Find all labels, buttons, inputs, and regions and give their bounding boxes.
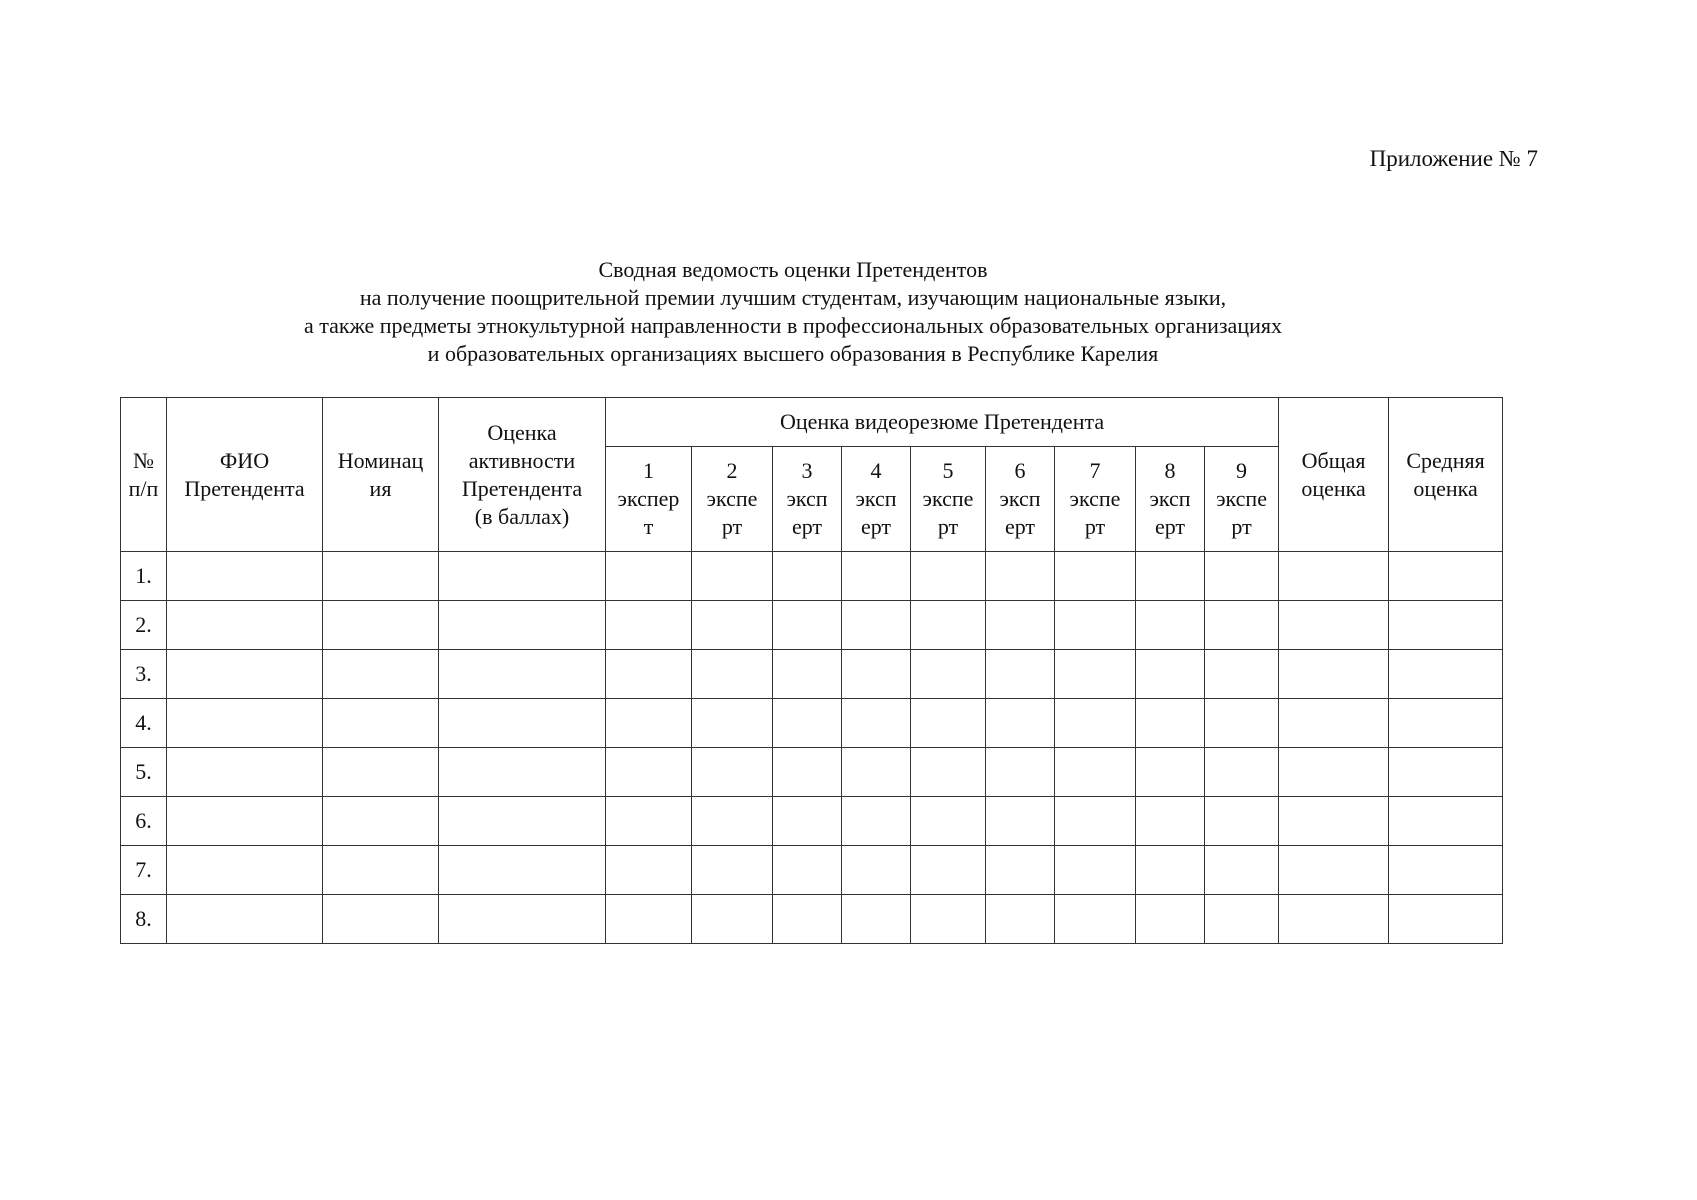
cell-expert-9 [1205, 601, 1279, 650]
header-activity: Оценка активности Претендента (в баллах) [439, 398, 606, 552]
cell-expert-5 [911, 895, 986, 944]
cell-activity [439, 601, 606, 650]
table-row [121, 552, 1503, 601]
cell-expert-3 [773, 699, 842, 748]
cell-expert-6 [986, 601, 1055, 650]
cell-expert-6 [986, 552, 1055, 601]
header-total: Общая оценка [1279, 398, 1389, 552]
appendix-label: Приложение № 7 [1369, 146, 1538, 171]
header-name: ФИО Претендента [167, 398, 323, 552]
cell-expert-7 [1055, 846, 1136, 895]
cell-expert-4 [842, 846, 911, 895]
cell-expert-2 [692, 650, 773, 699]
cell-expert-8 [1136, 846, 1205, 895]
cell-expert-3 [773, 650, 842, 699]
cell-expert-7 [1055, 650, 1136, 699]
cell-nomination [323, 797, 439, 846]
cell-expert-8 [1136, 650, 1205, 699]
cell-expert-1 [606, 699, 692, 748]
table-row [121, 895, 1503, 944]
table-row [121, 748, 1503, 797]
cell-activity [439, 797, 606, 846]
cell-average [1389, 650, 1503, 699]
cell-expert-5 [911, 846, 986, 895]
cell-expert-7 [1055, 748, 1136, 797]
cell-total [1279, 601, 1389, 650]
cell-expert-1 [606, 748, 692, 797]
cell-expert-1 [606, 650, 692, 699]
row-number: 7. [121, 846, 167, 895]
cell-average [1389, 797, 1503, 846]
cell-name [167, 797, 323, 846]
cell-expert-4 [842, 797, 911, 846]
title-line-1: Сводная ведомость оценки Претендентов [598, 257, 988, 282]
cell-expert-3 [773, 748, 842, 797]
table-row [121, 846, 1503, 895]
cell-expert-5 [911, 797, 986, 846]
cell-expert-6 [986, 895, 1055, 944]
cell-expert-2 [692, 895, 773, 944]
cell-expert-3 [773, 601, 842, 650]
cell-expert-2 [692, 552, 773, 601]
cell-average [1389, 895, 1503, 944]
cell-activity [439, 895, 606, 944]
cell-name [167, 748, 323, 797]
cell-expert-8 [1136, 699, 1205, 748]
cell-expert-4 [842, 650, 911, 699]
cell-nomination [323, 846, 439, 895]
cell-expert-3 [773, 895, 842, 944]
cell-total [1279, 552, 1389, 601]
cell-expert-8 [1136, 895, 1205, 944]
header-expert-9: 9 экспе рт [1205, 447, 1279, 552]
cell-total [1279, 797, 1389, 846]
cell-expert-6 [986, 699, 1055, 748]
cell-expert-7 [1055, 601, 1136, 650]
cell-average [1389, 748, 1503, 797]
row-number: 3. [121, 650, 167, 699]
cell-expert-7 [1055, 699, 1136, 748]
cell-expert-5 [911, 601, 986, 650]
cell-expert-9 [1205, 552, 1279, 601]
cell-total [1279, 650, 1389, 699]
cell-expert-4 [842, 895, 911, 944]
cell-expert-1 [606, 601, 692, 650]
cell-expert-8 [1136, 552, 1205, 601]
header-expert-7: 7 экспе рт [1055, 447, 1136, 552]
cell-nomination [323, 552, 439, 601]
cell-expert-2 [692, 699, 773, 748]
cell-expert-2 [692, 748, 773, 797]
cell-expert-7 [1055, 552, 1136, 601]
cell-name [167, 552, 323, 601]
cell-expert-9 [1205, 650, 1279, 699]
cell-average [1389, 552, 1503, 601]
cell-nomination [323, 895, 439, 944]
row-number: 4. [121, 699, 167, 748]
header-expert-8: 8 эксп ерт [1136, 447, 1205, 552]
cell-expert-9 [1205, 797, 1279, 846]
cell-expert-9 [1205, 895, 1279, 944]
cell-expert-4 [842, 601, 911, 650]
cell-nomination [323, 748, 439, 797]
cell-expert-5 [911, 699, 986, 748]
cell-expert-3 [773, 846, 842, 895]
cell-expert-2 [692, 797, 773, 846]
cell-expert-1 [606, 895, 692, 944]
row-number: 1. [121, 552, 167, 601]
header-average: Средняя оценка [1389, 398, 1503, 552]
cell-expert-8 [1136, 797, 1205, 846]
cell-average [1389, 601, 1503, 650]
cell-average [1389, 699, 1503, 748]
cell-expert-6 [986, 797, 1055, 846]
cell-expert-4 [842, 748, 911, 797]
cell-expert-6 [986, 748, 1055, 797]
cell-expert-1 [606, 552, 692, 601]
header-expert-4: 4 эксп ерт [842, 447, 911, 552]
cell-nomination [323, 699, 439, 748]
cell-expert-8 [1136, 601, 1205, 650]
cell-nomination [323, 650, 439, 699]
cell-name [167, 846, 323, 895]
cell-expert-8 [1136, 748, 1205, 797]
cell-expert-7 [1055, 797, 1136, 846]
cell-activity [439, 699, 606, 748]
summary-table [120, 397, 1503, 944]
cell-expert-9 [1205, 748, 1279, 797]
row-number: 5. [121, 748, 167, 797]
cell-expert-5 [911, 748, 986, 797]
cell-expert-6 [986, 846, 1055, 895]
header-number: № п/п [121, 398, 167, 552]
header-nomination: Номинац ия [323, 398, 439, 552]
cell-expert-9 [1205, 846, 1279, 895]
cell-expert-4 [842, 552, 911, 601]
cell-name [167, 650, 323, 699]
cell-expert-2 [692, 846, 773, 895]
cell-expert-6 [986, 650, 1055, 699]
header-video-group: Оценка видеорезюме Претендента [606, 398, 1279, 447]
table-row [121, 601, 1503, 650]
title-line-4: и образовательных организациях высшего образования в Республике Карелия [427, 341, 1159, 366]
row-number: 2. [121, 601, 167, 650]
header-expert-2: 2 экспе рт [692, 447, 773, 552]
cell-expert-3 [773, 552, 842, 601]
table-row [121, 650, 1503, 699]
cell-expert-1 [606, 846, 692, 895]
title-line-2: на получение поощрительной премии лучшим студентам, изучающим национальные языки, [359, 285, 1227, 310]
cell-average [1389, 846, 1503, 895]
cell-expert-1 [606, 797, 692, 846]
cell-expert-4 [842, 699, 911, 748]
cell-expert-5 [911, 650, 986, 699]
cell-expert-7 [1055, 895, 1136, 944]
table-row [121, 797, 1503, 846]
cell-activity [439, 846, 606, 895]
cell-total [1279, 699, 1389, 748]
cell-name [167, 699, 323, 748]
header-expert-3: 3 эксп ерт [773, 447, 842, 552]
title-line-3: а также предметы этнокультурной направленности в профессиональных образовательных организациях [303, 313, 1282, 338]
header-expert-6: 6 эксп ерт [986, 447, 1055, 552]
row-number: 6. [121, 797, 167, 846]
cell-expert-2 [692, 601, 773, 650]
cell-activity [439, 650, 606, 699]
header-expert-5: 5 экспе рт [911, 447, 986, 552]
cell-total [1279, 846, 1389, 895]
header-expert-1: 1 экспер т [606, 447, 692, 552]
cell-activity [439, 552, 606, 601]
document-title [200, 256, 1386, 368]
cell-total [1279, 748, 1389, 797]
cell-total [1279, 895, 1389, 944]
cell-nomination [323, 601, 439, 650]
table-row [121, 699, 1503, 748]
cell-activity [439, 748, 606, 797]
cell-name [167, 601, 323, 650]
cell-name [167, 895, 323, 944]
row-number: 8. [121, 895, 167, 944]
cell-expert-9 [1205, 699, 1279, 748]
cell-expert-5 [911, 552, 986, 601]
cell-expert-3 [773, 797, 842, 846]
